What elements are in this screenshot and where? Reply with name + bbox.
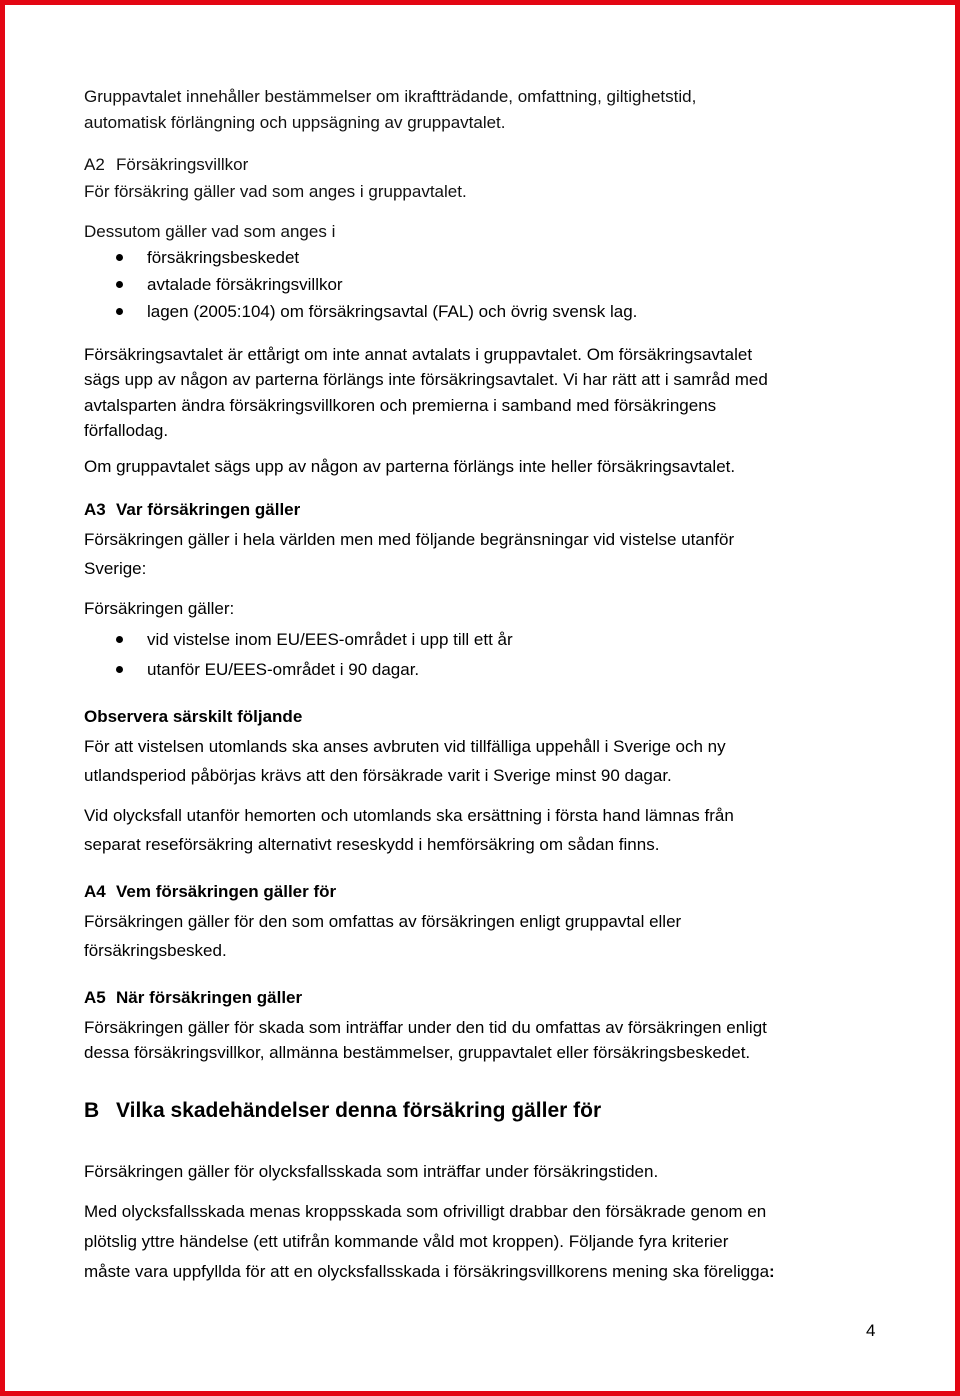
bullet-icon <box>116 254 123 261</box>
section-title: Var försäkringen gäller <box>116 500 301 519</box>
paragraph-line: För att vistelsen utomlands ska anses avbruten vid tillfälliga uppehåll i Sverige och ny <box>84 737 726 756</box>
section-b-heading <box>84 1097 601 1125</box>
bullet-icon <box>116 281 123 288</box>
paragraph-line: förfallodag. <box>84 421 169 440</box>
paragraph-line <box>84 1261 775 1283</box>
paragraph-text: måste vara uppfyllda för att en olycksfallsskada i försäkringsvillkorens mening ska föreligga <box>84 1262 770 1281</box>
section-title: När försäkringen gäller <box>116 988 303 1007</box>
section-a3-heading <box>84 499 300 521</box>
paragraph-line: sägs upp av någon av parterna förlängs inte försäkringsavtalet. Vi har rätt att i samråd med <box>84 370 768 389</box>
section-a5-heading <box>84 987 302 1009</box>
bullet-icon <box>116 308 123 315</box>
paragraph-line: Vid olycksfall utanför hemorten och utomlands ska ersättning i första hand lämnas från <box>84 806 734 825</box>
paragraph-line: Försäkringen gäller i hela världen men med följande begränsningar vid vistelse utanför <box>84 530 735 549</box>
paragraph-line: dessa försäkringsvillkor, allmänna bestämmelser, gruppavtalet eller försäkringsbeskedet. <box>84 1043 751 1062</box>
paragraph-line: Sverige: <box>84 559 147 578</box>
section-a4-heading <box>84 881 336 903</box>
paragraph-line: plötslig yttre händelse (ett utifrån kommande våld mot kroppen). Följande fyra kriterier <box>84 1232 729 1251</box>
list-item: avtalade försäkringsvillkor <box>147 275 343 294</box>
list-item: vid vistelse inom EU/EES-området i upp till ett år <box>147 630 513 649</box>
paragraph-line: försäkringsbesked. <box>84 941 227 960</box>
section-a2-list-intro: Dessutom gäller vad som anges i <box>84 222 336 241</box>
section-title: Vilka skadehändelser denna försäkring gäller för <box>116 1099 602 1122</box>
section-title: Vem försäkringen gäller för <box>116 882 337 901</box>
paragraph-line: Försäkringsavtalet är ettårigt om inte annat avtalats i gruppavtalet. Om försäkringsavtalet <box>84 345 753 364</box>
paragraph-end-colon: : <box>769 1262 775 1281</box>
list-item: lagen (2005:104) om försäkringsavtal (FAL) och övrig svensk lag. <box>147 302 638 321</box>
paragraph-line: Försäkringen gäller för olycksfallsskada som inträffar under försäkringstiden. <box>84 1162 659 1181</box>
paragraph-line: Om gruppavtalet sägs upp av någon av parterna förlängs inte heller försäkringsavtalet. <box>84 457 736 476</box>
paragraph-line: Försäkringen gäller för den som omfattas av försäkringen enligt gruppavtal eller <box>84 912 682 931</box>
list-item: försäkringsbeskedet <box>147 248 300 267</box>
list-item: utanför EU/EES-området i 90 dagar. <box>147 660 420 679</box>
section-number: A2 <box>84 155 105 174</box>
page-number: 4 <box>866 1321 876 1340</box>
section-a2-heading <box>84 154 248 176</box>
bullet-icon <box>116 636 123 643</box>
paragraph-line: utlandsperiod påbörjas krävs att den försäkrade varit i Sverige minst 90 dagar. <box>84 766 672 785</box>
paragraph-line: Med olycksfallsskada menas kroppsskada som ofrivilligt drabbar den försäkrade genom en <box>84 1202 767 1221</box>
section-number: A5 <box>84 988 106 1007</box>
intro-line: Gruppavtalet innehåller bestämmelser om ikraftträdande, omfattning, giltighetstid, <box>84 87 697 106</box>
paragraph-line: avtalsparten ändra försäkringsvillkoren och premierna i samband med försäkringens <box>84 396 717 415</box>
paragraph-line: Försäkringen gäller för skada som inträffar under den tid du omfattas av försäkringen enligt <box>84 1018 767 1037</box>
section-a2-lead: För försäkring gäller vad som anges i gruppavtalet. <box>84 182 467 201</box>
section-number: B <box>84 1099 100 1122</box>
section-number: A3 <box>84 500 106 519</box>
section-title: Försäkringsvillkor <box>116 155 249 174</box>
bullet-icon <box>116 666 123 673</box>
section-number: A4 <box>84 882 106 901</box>
observe-heading: Observera särskilt följande <box>84 707 303 726</box>
section-a3-list-intro: Försäkringen gäller: <box>84 599 235 618</box>
paragraph-line: separat reseförsäkring alternativt reseskydd i hemförsäkring om sådan finns. <box>84 835 660 854</box>
intro-line: automatisk förlängning och uppsägning av gruppavtalet. <box>84 113 506 132</box>
